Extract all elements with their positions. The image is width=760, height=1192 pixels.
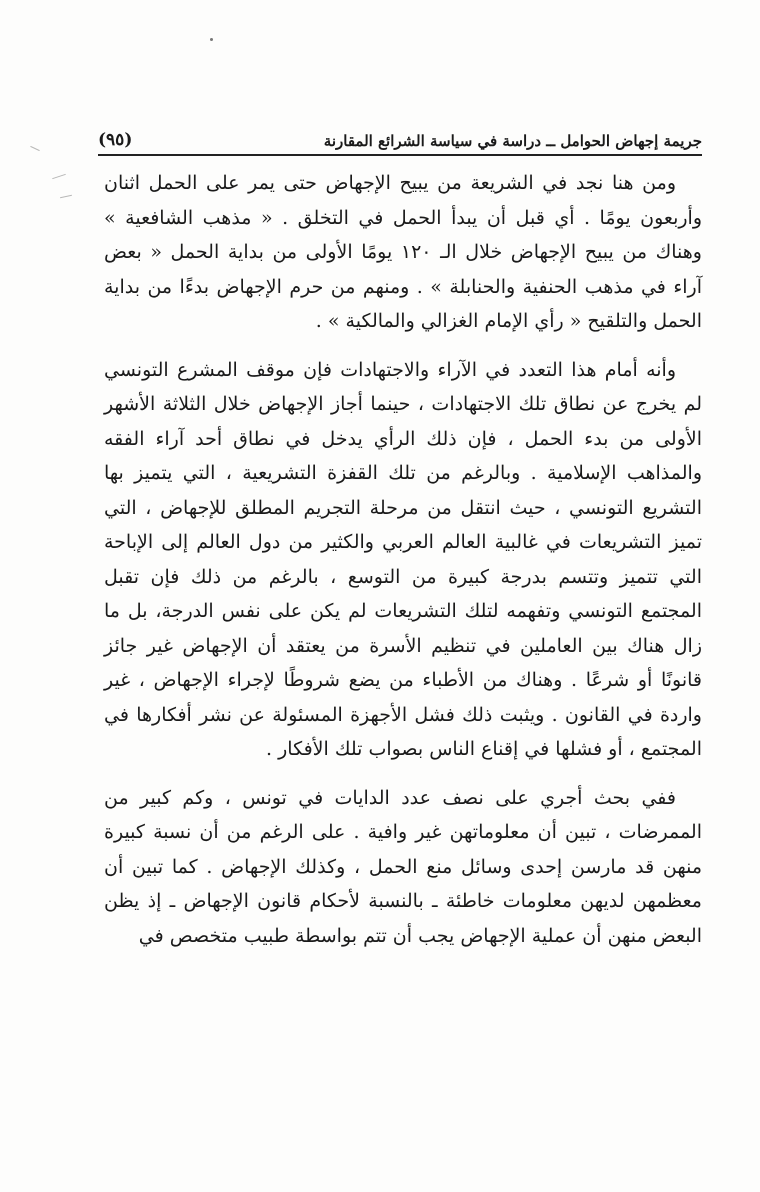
- body-text: [104, 166, 702, 953]
- scan-margin-mark: [52, 174, 66, 179]
- running-header: [98, 118, 702, 156]
- scan-margin-mark: [60, 195, 72, 198]
- running-header-title: جريمة إجهاض الحوامل ــ دراسة في سياسة الشرائع المقارنة: [323, 132, 702, 150]
- paragraph-3: ففي بحث أجري على نصف عدد الدايات في تونس ، وكم كبير من الممرضات ، تبين أن معلوماتهن غير وافية . على الرغم من أن نسبة كبيرة منهن قد مارسن إحدى وسائل منع الحمل ، وكذلك الإجهاض . كما تبين أن معظمهن لديهن معلومات خاطئة ـ بالنسبة لأحكام قانون الإجهاض ـ إذ يظن البعض منهن أن عملية الإجهاض يجب أن تتم بواسطة طبيب متخصص في: [104, 786, 702, 947]
- paragraph-2: وأنه أمام هذا التعدد في الآراء والاجتهادات فإن موقف المشرع التونسي لم يخرج عن نطاق تلك الاجتهادات ، حينما أجاز الإجهاض خلال الثلاثة الأشهر الأولى من بدء الحمل ، فإن ذلك الرأي يدخل في نطاق أحد آراء الفقه والمذاهب الإسلامية . وبالرغم من تلك القفزة التشريعية ، التي يتميز بها التشريع التونسي ، حيث انتقل من مرحلة التجريم المطلق للإجهاض ، التي تميز التشريعات في غالبية العالم العربي والكثير من دول العالم إلى الإباحة التي تتميز وتتسم بدرجة كبيرة من التوسع ، بالرغم من ذلك فإن تقبل المجتمع التونسي وتفهمه لتلك التشريعات لم يكن على نفس الدرجة، بل ما زال هناك بين العاملين في تنظيم الأسرة من يعتقد أن الإجهاض غير جائز قانونًا أو شرعًا . وهناك من الأطباء من يضع شروطًا لإجراء الإجهاض ، غير واردة في القانون . ويثبت ذلك فشل الأجهزة المسئولة عن نشر أفكارها في المجتمع ، أو فشلها في إقناع الناس بصواب تلك الأفكار .: [104, 358, 702, 760]
- paragraph-1: ومن هنا نجد في الشريعة من يبيح الإجهاض حتى يمر على الحمل اثنان وأربعون يومًا . أي قبل أن يبدأ الحمل في التخلق . « مذهب الشافعية » وهناك من يبيح الإجهاض خلال الـ ١٢٠ يومًا الأولى من بداية الحمل « بعض آراء في مذهب الحنفية والحنابلة » . ومنهم من حرم الإجهاض بدءًا من بداية الحمل والتلقيح « رأي الإمام الغزالي والمالكية » .: [104, 172, 702, 332]
- scan-margin-mark: [30, 146, 39, 151]
- scan-speck: [210, 38, 213, 41]
- page-number: (٩٥): [98, 130, 133, 150]
